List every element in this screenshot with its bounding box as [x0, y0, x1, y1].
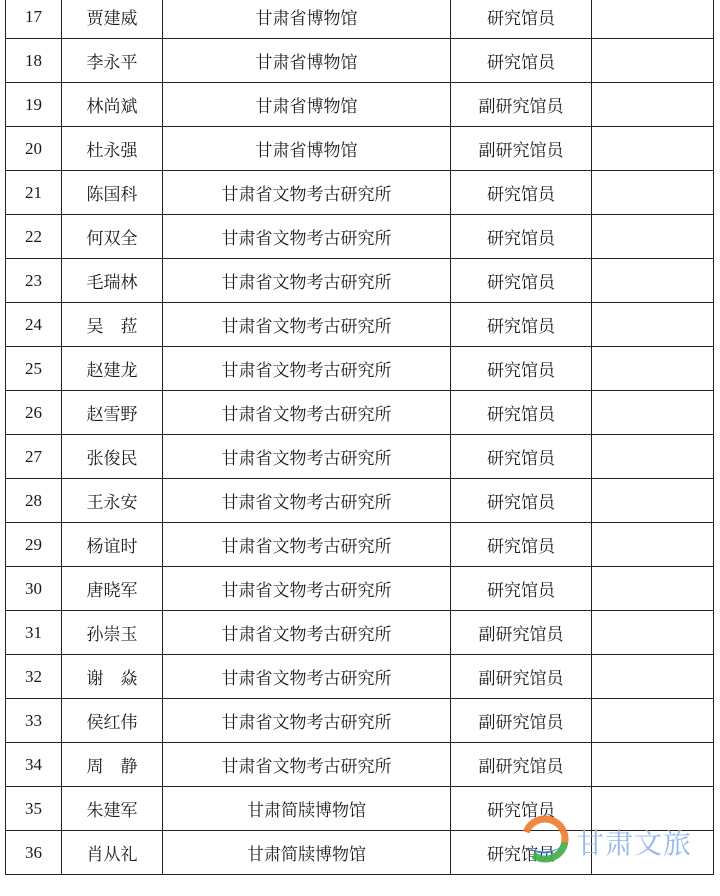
unit-cell: 甘肃省文物考古研究所 [163, 479, 451, 523]
table-row [6, 259, 714, 303]
row-number-cell: 23 [6, 259, 62, 303]
note-cell [592, 259, 714, 303]
title-cell: 研究馆员 [451, 435, 592, 479]
name-cell: 赵建龙 [62, 347, 163, 391]
title-cell: 研究馆员 [451, 523, 592, 567]
table-row [6, 567, 714, 611]
note-cell [592, 303, 714, 347]
name-cell: 孙崇玉 [62, 611, 163, 655]
unit-cell: 甘肃省文物考古研究所 [163, 303, 451, 347]
table-row [6, 347, 714, 391]
row-number-cell: 29 [6, 523, 62, 567]
title-cell: 副研究馆员 [451, 83, 592, 127]
name-cell: 杜永强 [62, 127, 163, 171]
row-number-cell: 25 [6, 347, 62, 391]
watermark [520, 814, 720, 864]
gansu-culture-tourism-logo-icon [520, 814, 570, 864]
unit-cell: 甘肃省文物考古研究所 [163, 347, 451, 391]
note-cell [592, 479, 714, 523]
note-cell [592, 699, 714, 743]
title-cell: 副研究馆员 [451, 655, 592, 699]
title-cell: 副研究馆员 [451, 127, 592, 171]
unit-cell: 甘肃省文物考古研究所 [163, 171, 451, 215]
table-body [6, 0, 714, 875]
name-cell: 陈国科 [62, 171, 163, 215]
row-number-cell: 24 [6, 303, 62, 347]
unit-cell: 甘肃省文物考古研究所 [163, 567, 451, 611]
unit-cell: 甘肃省文物考古研究所 [163, 699, 451, 743]
name-cell: 王永安 [62, 479, 163, 523]
unit-cell: 甘肃省文物考古研究所 [163, 523, 451, 567]
row-number-cell: 17 [6, 0, 62, 39]
table-row [6, 83, 714, 127]
row-number-cell: 33 [6, 699, 62, 743]
row-number-cell: 20 [6, 127, 62, 171]
row-number-cell: 35 [6, 787, 62, 831]
unit-cell: 甘肃省文物考古研究所 [163, 655, 451, 699]
name-cell: 李永平 [62, 39, 163, 83]
title-cell: 研究馆员 [451, 479, 592, 523]
table-row [6, 655, 714, 699]
name-cell: 唐晓军 [62, 567, 163, 611]
note-cell [592, 611, 714, 655]
unit-cell: 甘肃省文物考古研究所 [163, 435, 451, 479]
table-row [6, 699, 714, 743]
title-cell: 研究馆员 [451, 303, 592, 347]
unit-cell: 甘肃省文物考古研究所 [163, 611, 451, 655]
unit-cell: 甘肃省博物馆 [163, 39, 451, 83]
title-cell: 研究馆员 [451, 567, 592, 611]
table-row [6, 743, 714, 787]
note-cell [592, 0, 714, 39]
table-row [6, 171, 714, 215]
row-number-cell: 21 [6, 171, 62, 215]
note-cell [592, 215, 714, 259]
unit-cell: 甘肃省博物馆 [163, 127, 451, 171]
unit-cell: 甘肃简牍博物馆 [163, 787, 451, 831]
table-row [6, 39, 714, 83]
name-cell: 侯红伟 [62, 699, 163, 743]
unit-cell: 甘肃省文物考古研究所 [163, 391, 451, 435]
row-number-cell: 18 [6, 39, 62, 83]
watermark-text: 甘肃文旅 [576, 827, 693, 860]
title-cell: 研究馆员 [451, 787, 592, 831]
title-cell: 研究馆员 [451, 831, 592, 875]
name-cell: 杨谊时 [62, 523, 163, 567]
name-cell: 贾建威 [62, 0, 163, 39]
unit-cell: 甘肃简牍博物馆 [163, 831, 451, 875]
table-row [6, 479, 714, 523]
note-cell [592, 127, 714, 171]
table-row [6, 303, 714, 347]
note-cell [592, 523, 714, 567]
unit-cell: 甘肃省文物考古研究所 [163, 743, 451, 787]
note-cell [592, 391, 714, 435]
row-number-cell: 30 [6, 567, 62, 611]
name-cell: 朱建军 [62, 787, 163, 831]
name-cell: 谢 焱 [62, 655, 163, 699]
table-row [6, 391, 714, 435]
note-cell [592, 83, 714, 127]
title-cell: 副研究馆员 [451, 743, 592, 787]
name-cell: 赵雪野 [62, 391, 163, 435]
title-cell: 研究馆员 [451, 347, 592, 391]
name-cell: 周 静 [62, 743, 163, 787]
unit-cell: 甘肃省文物考古研究所 [163, 259, 451, 303]
row-number-cell: 31 [6, 611, 62, 655]
note-cell [592, 39, 714, 83]
table-row [6, 523, 714, 567]
table-row [6, 215, 714, 259]
row-number-cell: 36 [6, 831, 62, 875]
title-cell: 研究馆员 [451, 391, 592, 435]
name-cell: 吴 菈 [62, 303, 163, 347]
note-cell [592, 171, 714, 215]
name-cell: 肖从礼 [62, 831, 163, 875]
note-cell [592, 435, 714, 479]
row-number-cell: 22 [6, 215, 62, 259]
title-cell: 研究馆员 [451, 0, 592, 39]
row-number-cell: 26 [6, 391, 62, 435]
row-number-cell: 34 [6, 743, 62, 787]
unit-cell: 甘肃省博物馆 [163, 0, 451, 39]
name-cell: 何双全 [62, 215, 163, 259]
note-cell [592, 655, 714, 699]
title-cell: 研究馆员 [451, 171, 592, 215]
row-number-cell: 32 [6, 655, 62, 699]
name-cell: 张俊民 [62, 435, 163, 479]
table-row [6, 435, 714, 479]
title-cell: 研究馆员 [451, 215, 592, 259]
table-row [6, 611, 714, 655]
name-cell: 林尚斌 [62, 83, 163, 127]
note-cell [592, 743, 714, 787]
unit-cell: 甘肃省文物考古研究所 [163, 215, 451, 259]
title-cell: 研究馆员 [451, 259, 592, 303]
title-cell: 副研究馆员 [451, 611, 592, 655]
row-number-cell: 27 [6, 435, 62, 479]
name-cell: 毛瑞林 [62, 259, 163, 303]
unit-cell: 甘肃省博物馆 [163, 83, 451, 127]
row-number-cell: 19 [6, 83, 62, 127]
table-row [6, 0, 714, 39]
title-cell: 研究馆员 [451, 39, 592, 83]
table-row [6, 127, 714, 171]
title-cell: 副研究馆员 [451, 699, 592, 743]
row-number-cell: 28 [6, 479, 62, 523]
personnel-table [5, 0, 714, 875]
note-cell [592, 567, 714, 611]
note-cell [592, 347, 714, 391]
